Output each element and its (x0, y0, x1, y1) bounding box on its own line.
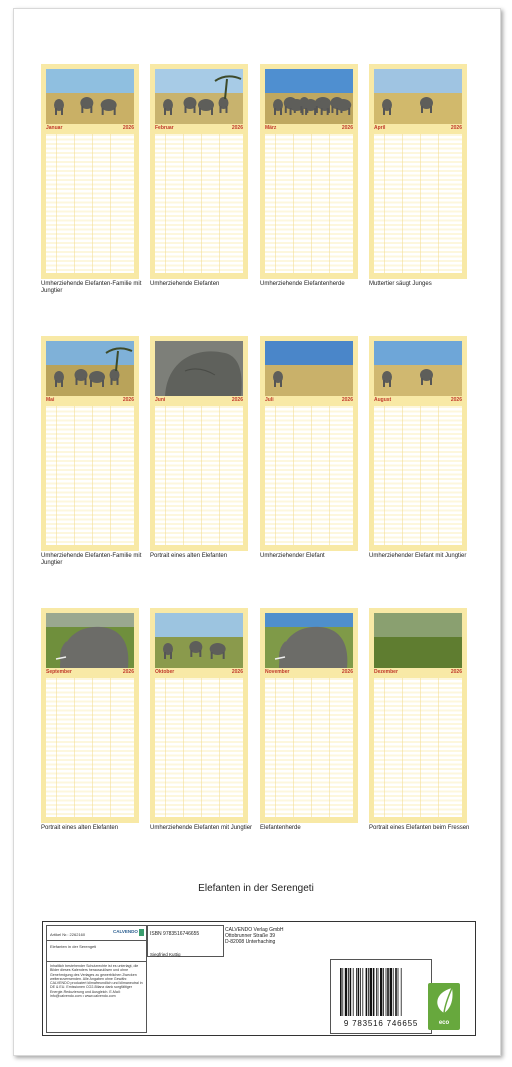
isbn: ISBN 9783516746655 (150, 931, 200, 937)
month-card (41, 336, 139, 551)
month-name: November (265, 669, 290, 675)
month-name: Dezember (374, 669, 398, 675)
photo-caption: Portrait eines Elefanten beim Fressen (369, 825, 470, 831)
photo-caption: Portrait eines alten Elefanten (41, 825, 119, 831)
planner-grid (265, 678, 353, 817)
barcode-box (330, 959, 432, 1034)
leaf-icon (428, 983, 460, 1017)
month-year: 2026 (231, 125, 243, 131)
planner-grid (374, 134, 462, 273)
month-header (374, 125, 462, 133)
month-name: März (265, 125, 277, 131)
elephant-photo (155, 613, 243, 668)
photo-caption: Umherziehende Elefanten mit Jungtier (150, 825, 253, 831)
month-name: Februar (155, 125, 174, 131)
elephant-photo (374, 613, 462, 668)
month-header (155, 397, 243, 405)
eco-badge (428, 983, 460, 1030)
month-card (369, 608, 467, 823)
month-card (150, 336, 248, 551)
article-box (46, 925, 147, 1033)
month-year: 2026 (341, 397, 353, 403)
month-header (265, 669, 353, 677)
photo-caption: Portrait eines alten Elefanten (150, 553, 228, 559)
legal-text: Inhaltlich bestehender Schutzrechte ist es unterlagt, die Bilder dieses Kalenders herauszulösen und ohne Genehmigung des Verlages zu gewerblichen Zwecken weiterzuverwenden. Alle Angaben ohne Gewähr. CALVENDO produziert klimafreundlich und klimaneutral in DE & EU. Emissionen CO2-Bilanz dank sorgfältiger Energie-Reduzierung und Ausgleich. E-Mail: info@calvendo.com • www.calvendo.com (50, 964, 143, 999)
month-header (374, 669, 462, 677)
elephant-photo (265, 341, 353, 396)
month-card (150, 64, 248, 279)
month-name: Mai (46, 397, 55, 403)
month-name: September (46, 669, 72, 675)
calvendo-logo: CALVENDO (113, 929, 138, 934)
eco-label: eco (438, 1020, 450, 1026)
month-year: 2026 (450, 669, 462, 675)
photo-caption: Umherziehender Elefant mit Jungtier (369, 553, 467, 559)
author: Siegfried Kuttig (150, 952, 181, 957)
elephant-photo (46, 69, 134, 124)
logo-mark-icon (139, 929, 144, 936)
month-year: 2026 (341, 669, 353, 675)
month-name: August (374, 397, 392, 403)
month-header (265, 125, 353, 133)
planner-grid (46, 678, 134, 817)
month-year: 2026 (341, 125, 353, 131)
month-year: 2026 (122, 397, 134, 403)
photo-caption: Umherziehender Elefant (260, 553, 325, 559)
article-number: Artikel Nr.: 2262160 (50, 932, 86, 937)
elephant-photo (155, 341, 243, 396)
elephant-photo (374, 69, 462, 124)
planner-grid (46, 134, 134, 273)
barcode-icon (340, 968, 422, 1016)
month-card (369, 64, 467, 279)
month-header (265, 397, 353, 405)
elephant-photo (265, 613, 353, 668)
photo-caption: Umherziehende Elefanten (150, 281, 220, 287)
planner-grid (155, 134, 243, 273)
month-card (369, 336, 467, 551)
barcode-number: 9 783516 746655 (343, 1019, 419, 1028)
info-panel (42, 921, 476, 1036)
elephant-photo (374, 341, 462, 396)
elephant-photo (46, 341, 134, 396)
month-name: Juni (155, 397, 166, 403)
month-year: 2026 (450, 125, 462, 131)
photo-caption: Umherziehende Elefantenherde (260, 281, 345, 287)
month-card (150, 608, 248, 823)
publisher-line1: CALVENDO Verlag GmbH (225, 927, 284, 933)
planner-grid (265, 134, 353, 273)
month-name: Januar (46, 125, 63, 131)
planner-grid (155, 406, 243, 545)
calendar-title: Elefanten in der Serengeti (198, 883, 314, 894)
month-name: Juli (265, 397, 274, 403)
month-year: 2026 (231, 397, 243, 403)
product-title: Elefanten in der Serengeti (50, 944, 97, 949)
elephant-photo (155, 69, 243, 124)
publisher-line3: D-82008 Unterhaching (225, 939, 276, 945)
planner-grid (374, 678, 462, 817)
month-name: April (374, 125, 386, 131)
month-header (46, 125, 134, 133)
month-card (260, 64, 358, 279)
month-year: 2026 (450, 397, 462, 403)
month-year: 2026 (231, 669, 243, 675)
publisher-line2: Ottobrunner Straße 39 (225, 933, 276, 939)
photo-caption: Umherziehende Elefanten-Familie mit Jungtier (41, 281, 142, 294)
planner-grid (374, 406, 462, 545)
month-header (46, 397, 134, 405)
elephant-photo (265, 69, 353, 124)
month-header (374, 397, 462, 405)
month-header (155, 125, 243, 133)
photo-caption: Elefantenherde (260, 825, 301, 831)
month-card (260, 608, 358, 823)
planner-grid (155, 678, 243, 817)
photo-caption: Umherziehende Elefanten-Familie mit Jungtier (41, 553, 142, 566)
month-card (260, 336, 358, 551)
month-card (41, 608, 139, 823)
photo-caption: Muttertier säugt Junges (369, 281, 432, 287)
month-header (155, 669, 243, 677)
planner-grid (265, 406, 353, 545)
month-header (46, 669, 134, 677)
planner-grid (46, 406, 134, 545)
month-name: Oktober (155, 669, 175, 675)
month-card (41, 64, 139, 279)
month-year: 2026 (122, 669, 134, 675)
elephant-photo (46, 613, 134, 668)
month-year: 2026 (122, 125, 134, 131)
